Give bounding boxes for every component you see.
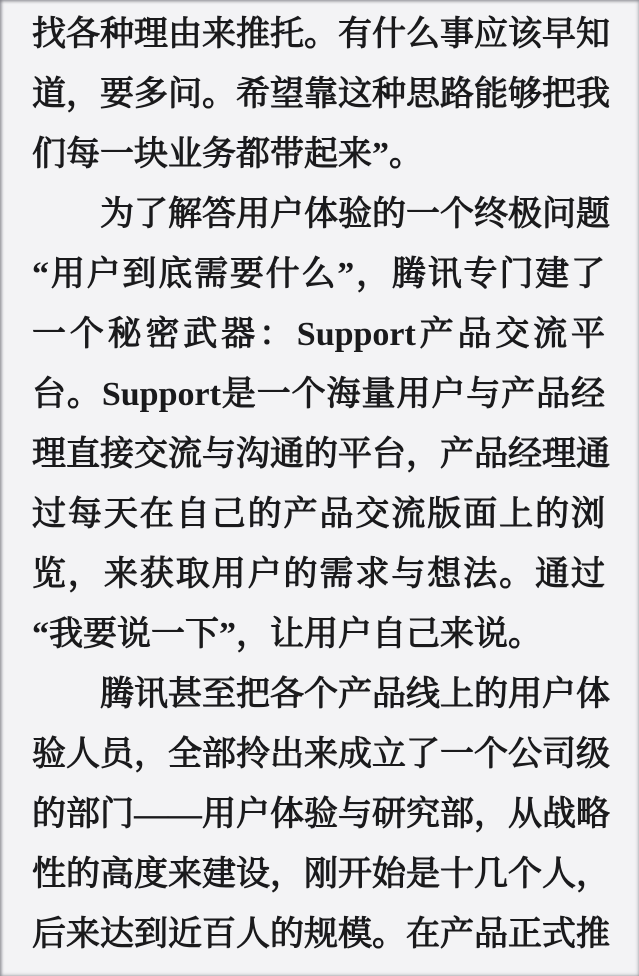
text-line-3: 们每一块业务都带起来”。 [32,136,423,173]
text-line-13: 验人员，全部拎出来成立了一个公司级 [32,736,610,773]
text-line-2: 道，要多问。希望靠这种思路能够把我 [32,76,610,113]
page-text [32,5,610,965]
text-line-6: 一个秘密武器：Support产品交流平 [32,316,605,353]
text-line-14: 的部门——用户体验与研究部，从战略 [32,796,610,833]
text-line-15: 性的高度来建设，刚开始是十几个人， [32,856,610,893]
text-line-9: 过每天在自己的产品交流版面上的浏 [32,496,605,533]
text-line-11: “我要说一下”，让用户自己来说。 [32,616,542,653]
text-line-12: 腾讯甚至把各个产品线上的用户体 [100,676,610,713]
text-line-1: 找各种理由来推托。有什么事应该早知 [32,16,610,53]
text-line-5: “用户到底需要什么”，腾讯专门建了 [32,256,605,293]
text-line-16: 后来达到近百人的规模。在产品正式推 [32,916,610,953]
text-line-4: 为了解答用户体验的一个终极问题 [100,196,610,233]
text-line-10: 览，来获取用户的需求与想法。通过 [32,556,605,593]
text-line-7: 台。Support是一个海量用户与产品经 [32,376,605,413]
text-line-8: 理直接交流与沟通的平台，产品经理通 [32,436,610,473]
